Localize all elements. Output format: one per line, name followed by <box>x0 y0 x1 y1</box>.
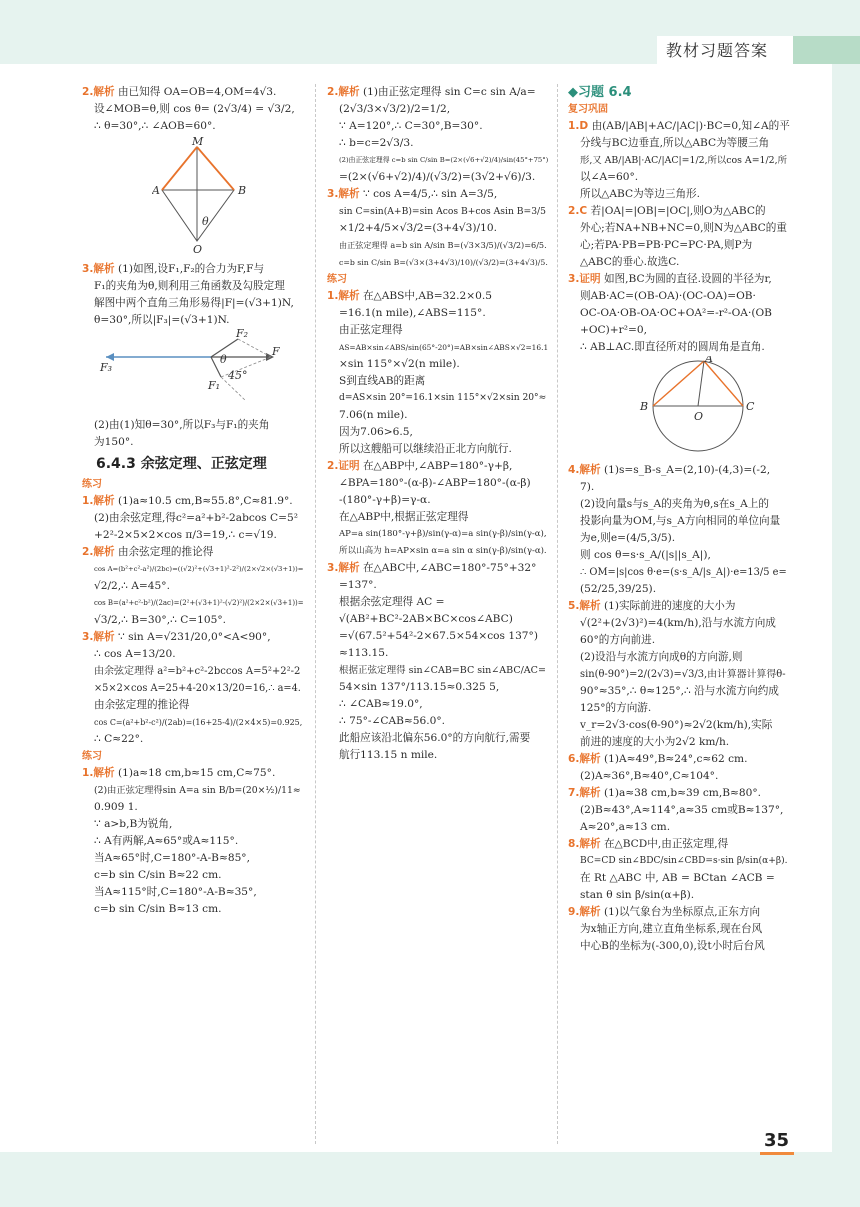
answer-line: 由余弦定理得 a²=b²+c²-2bccos A=5²+2²-2 <box>94 666 301 677</box>
answer-line: θ=30°,所以|F₃|=(√3+1)N. <box>94 314 230 326</box>
answer-line <box>82 261 304 278</box>
answer-line: (2)由正弦定理得 c=b sin C/sin B=(2×(√6+√2)/4)/sin(45°+75°) <box>339 156 549 164</box>
answer-line: 因为7.06>6.5, <box>339 426 413 438</box>
practice-label: 练习 <box>327 274 347 285</box>
answer-line: F₁的夹角为θ,则利用三角函数及勾股定理 <box>94 280 285 292</box>
review-label: 复习巩固 <box>568 104 608 115</box>
answer-text: (1)如图,设F₁,F₂的合力为F,F与 <box>114 263 265 275</box>
answer-line: ∠BPA=180°-(α-β)-∠ABP=180°-(α-β) <box>339 477 531 489</box>
practice-label: 练习 <box>82 751 102 762</box>
label-F2: F₂ <box>236 329 249 340</box>
answer-tag: 8.解析 <box>568 838 601 850</box>
answer-line: ×5×2×cos A=25+4-20×13/20=16,∴ a=4. <box>94 683 301 694</box>
answer-line: 由正弦定理得 <box>339 324 403 336</box>
answer-line: c=b sin C/sin B=(√3×(3+4√3)/10)/(√3/2)=(3+4√3)/5. <box>339 258 548 267</box>
rhombus-edge-MA <box>162 147 197 190</box>
answer-line: -(180°-γ+β)=γ-α. <box>339 494 431 506</box>
answer-line: √2/2,∴ A=45°. <box>94 580 170 592</box>
answer-line: ≈113.15. <box>339 647 389 659</box>
answer-line: 0.909 1. <box>94 801 138 813</box>
answer-tag: 2.解析 <box>82 86 115 98</box>
answer-line: 所以这艘船可以继续沿正北方向航行. <box>339 443 512 455</box>
answer-text: (1)a≈10.5 cm,B≈55.8°,C≈81.9°. <box>114 495 293 507</box>
dashed-F2-to-F <box>238 339 271 357</box>
answer-line: 在 Rt △ABC 中, AB = BCtan ∠ACB = <box>580 872 775 884</box>
answer-line: stan θ sin β/sin(α+β). <box>580 889 695 901</box>
answer-line: (2)设沿与水流方向成θ的方向游,则 <box>580 651 743 663</box>
page-number-underline <box>760 1152 794 1155</box>
answer-line: ∴ AB⊥AC.即直径所对的圆周角是直角. <box>580 341 765 353</box>
answer-line: 外心;若NA+NB+NC=0,则N为△ABC的重 <box>580 222 787 234</box>
answer-line <box>568 118 790 135</box>
label-O: O <box>193 243 203 255</box>
practice-label: 练习 <box>82 479 102 490</box>
answer-line: √(AB²+BC²-2AB×BC×cos∠ABC) <box>339 613 513 625</box>
circle-figure <box>628 356 768 456</box>
section-title: 6.4.3 余弦定理、正弦定理 <box>96 456 267 472</box>
answer-text: 在△ABS中,AB=32.2×0.5 <box>359 290 492 302</box>
answer-tag: 3.解析 <box>327 188 360 200</box>
answer-line: 中心B的坐标为(-300,0),设t小时后台风 <box>580 940 765 952</box>
answer-line: ×sin 115°×√2(n mile). <box>339 358 460 370</box>
answer-text: 由(AB/|AB|+AC/|AC|)·BC=0,知∠A的平 <box>588 120 790 132</box>
answer-line: cos A=(b²+c²-a²)/(2bc)=((√2)²+(√3+1)²-2²)/(2×√2×(√3+1))= <box>94 565 304 573</box>
answer-text: 由余弦定理的推论得 <box>114 546 214 558</box>
answer-line <box>568 271 790 288</box>
rhombus-outline <box>162 147 234 241</box>
answer-line <box>568 598 790 615</box>
answer-line <box>327 560 549 577</box>
answer-tag: 2.C <box>568 205 588 217</box>
answer-line: OC-OA·OB-OA·OC+OA²=-r²-OA·(OB <box>580 307 772 319</box>
label-45-degrees: 45° <box>228 369 248 382</box>
column-right <box>568 84 790 955</box>
answer-line <box>82 629 304 646</box>
answer-line <box>568 203 790 220</box>
answer-line: 54×sin 137°/113.15≈0.325 5, <box>339 681 500 693</box>
answer-text: (1)s=s_B-s_A=(2,10)-(4,3)=(-2, <box>600 464 771 476</box>
label-F3: F₃ <box>100 361 113 374</box>
label-F1: F₁ <box>208 379 221 392</box>
answer-line: =137°. <box>339 579 377 591</box>
answer-text: (1)由正弦定理得 sin C=c sin A/a= <box>359 86 536 98</box>
answer-line: 7.06(n mile). <box>339 409 408 421</box>
answer-text: (1)a≈38 cm,b≈39 cm,B≈80°. <box>600 787 762 799</box>
answer-line: 分线与BC边垂直,所以△ABC为等腰三角 <box>580 137 770 149</box>
answer-tag: 3.解析 <box>82 263 115 275</box>
answer-line <box>568 785 790 802</box>
answer-line: v_r=2√3·cos(θ-90°)≈2√2(km/h),实际 <box>580 719 773 731</box>
answer-tag: 3.解析 <box>327 562 360 574</box>
answer-text: ∵ sin A=√231/20,0°<A<90°, <box>114 631 271 643</box>
answer-line: 形,又 AB/|AB|·AC/|AC|=1/2,所以cos A=1/2,所 <box>580 155 787 166</box>
answer-line: 由正弦定理得 a=b sin A/sin B=(√3×3/5)/(√3/2)=6/5. <box>339 240 547 250</box>
right-margin-band <box>832 64 860 1154</box>
answer-line: c=b sin C/sin B≈13 cm. <box>94 903 222 915</box>
answer-line: ∴ θ=30°,∴ ∠AOB=60°. <box>94 120 216 132</box>
answer-text: (1)A≈49°,B≈24°,c≈62 cm. <box>600 753 748 765</box>
answer-line: 以∠A=60°. <box>580 171 639 183</box>
answer-line: 为150°. <box>94 436 134 448</box>
answer-line: 所以山高为 h=AP×sin α=a sin α sin(γ-β)/sin(γ-α). <box>339 546 547 556</box>
answer-line: √(2²+(2√3)²)=4(km/h),沿与水流方向成 <box>580 617 776 629</box>
label-A: A <box>152 184 160 197</box>
answer-tag: 3.解析 <box>82 631 115 643</box>
answer-tag: 5.解析 <box>568 600 601 612</box>
label-theta: θ <box>202 215 209 228</box>
header-accent <box>793 36 860 64</box>
answer-line <box>82 84 304 101</box>
answer-line <box>82 544 304 561</box>
answer-tag: 7.解析 <box>568 787 601 799</box>
rhombus-figure <box>152 135 262 255</box>
answer-line: +2²-2×5×2×cos π/3=19,∴ c=√19. <box>94 529 277 541</box>
forces-figure <box>96 329 296 411</box>
answer-line: (2)由(1)知θ=30°,所以F₃与F₁的夹角 <box>94 419 270 431</box>
label-O-circle: O <box>694 410 704 423</box>
answer-line <box>568 836 790 853</box>
label-F: F <box>272 345 280 358</box>
answer-line: 在△ABP中,根据正弦定理得 <box>339 511 469 523</box>
answer-tag: 6.解析 <box>568 753 601 765</box>
answer-line: (2)A≈36°,B≈40°,C≈104°. <box>580 770 719 782</box>
bottom-band <box>0 1152 860 1207</box>
answer-tag: 2.解析 <box>82 546 115 558</box>
answer-line: AP=a sin(180°-γ+β)/sin(γ-α)=a sin(γ-β)/sin(γ-α), <box>339 529 547 539</box>
answer-text: 在△ABC中,∠ABC=180°-75°+32° <box>359 562 537 574</box>
column-divider-2 <box>557 84 558 1144</box>
answer-line: (2)由余弦定理,得c²=a²+b²-2abcos C=5² <box>94 512 298 524</box>
answer-tag: 2.证明 <box>327 460 360 472</box>
answer-line <box>568 904 790 921</box>
answer-line: 根据余弦定理得 AC = <box>339 596 445 608</box>
label-M: M <box>192 135 204 148</box>
answer-text: 在△BCD中,由正弦定理,得 <box>600 838 729 850</box>
answer-line: 则AB·AC=(OB-OA)·(OC-OA)=OB· <box>580 290 756 302</box>
answer-line <box>327 84 549 101</box>
answer-line: (2√3/3×√3/2)/2=1/2, <box>339 103 451 115</box>
answer-line: =√(67.5²+54²-2×67.5×54×cos 137°) <box>339 630 538 642</box>
exercise-title: ◆习题 6.4 <box>568 85 632 100</box>
answer-line: 设∠MOB=θ,则 cos θ= (2√3/4) = √3/2, <box>94 103 295 115</box>
answer-line: 90°≈35°,∴ θ≈125°,∴ 沿与水流方向约成 <box>580 685 779 697</box>
answer-line: A≈20°,a≈13 cm. <box>580 821 671 833</box>
answer-line: ∴ C≈22°. <box>94 733 144 745</box>
answer-line: ×1/2+4/5×√3/2=(3+4√3)/10. <box>339 222 497 234</box>
column-divider-1 <box>315 84 316 1144</box>
answer-line: S到直线AB的距离 <box>339 375 426 387</box>
answer-line <box>82 765 304 782</box>
answer-line: 60°的方向前进. <box>580 634 656 646</box>
answer-line <box>82 493 304 510</box>
answer-line <box>327 186 549 203</box>
answer-line: ∴ A有两解,A≈65°或A≈115°. <box>94 835 239 847</box>
label-C-circle: C <box>746 400 755 413</box>
answer-line: (2)B≈43°,A≈114°,a≈35 cm或B≈137°, <box>580 804 784 816</box>
answer-line: 所以△ABC为等边三角形. <box>580 188 701 200</box>
answer-text: 若|OA|=|OB|=|OC|,则O为△ABC的 <box>587 205 766 217</box>
answer-line: 航行113.15 n mile. <box>339 749 438 761</box>
answer-line: ∴ ∠CAB≈19.0°, <box>339 698 423 710</box>
answer-line: 解图中两个直角三角形易得|F|=(√3+1)N, <box>94 297 294 309</box>
answer-tag: 1.解析 <box>327 290 360 302</box>
answer-line: cos C=(a²+b²-c²)/(2ab)=(16+25-4)/(2×4×5)=0.925, <box>94 718 303 727</box>
answer-line: =16.1(n mile),∠ABS=115°. <box>339 307 486 319</box>
answer-text: (1)以气象台为坐标原点,正东方向 <box>600 906 761 918</box>
answer-tag: 1.解析 <box>82 495 115 507</box>
answer-line <box>327 288 549 305</box>
answer-line: (52/25,39/25). <box>580 583 657 595</box>
answer-text: (1)实际前进的速度的大小为 <box>600 600 736 612</box>
answer-line: 根据正弦定理得 sin∠CAB=BC sin∠ABC/AC= <box>339 665 546 676</box>
answer-line: d=AS×sin 20°=16.1×sin 115°×√2×sin 20°≈ <box>339 393 547 403</box>
answer-line: c=b sin C/sin B≈22 cm. <box>94 869 222 881</box>
answer-line: sin C=sin(A+B)=sin Acos B+cos Asin B=3/5 <box>339 206 546 217</box>
answer-line: 则 cos θ=s·s_A/(|s||s_A|), <box>580 549 711 561</box>
radius-OA <box>698 361 704 406</box>
answer-text: ∵ cos A=4/5,∴ sin A=3/5, <box>359 188 498 200</box>
rhombus-edge-MB <box>197 147 234 190</box>
answer-text: 在△ABP中,∠ABP=180°-γ+β, <box>359 460 513 472</box>
force-F3-head <box>106 353 114 361</box>
answer-tag: 1.D <box>568 120 589 132</box>
answer-line: AS=AB×sin∠ABS/sin(65°-20°)=AB×sin∠ABS×√2=16.1 <box>339 343 549 352</box>
answer-line: 投影向量为OM,与s_A方向相同的单位向量 <box>580 515 781 527</box>
answer-line: √3/2,∴ B=30°,∴ C=105°. <box>94 614 227 626</box>
answer-line: 为x轴正方向,建立直角坐标系,现在台风 <box>580 923 763 935</box>
answer-line: ∴ OM=|s|cos θ·e=(s·s_A/|s_A|)·e=13/5 e= <box>580 567 787 578</box>
column-middle <box>327 84 549 764</box>
page-number: 35 <box>764 1130 790 1151</box>
answer-tag: 4.解析 <box>568 464 601 476</box>
answer-line: 为e,则e=(4/5,3/5). <box>580 532 676 544</box>
answer-line: +OC)+r²=0, <box>580 324 647 336</box>
answer-line <box>327 458 549 475</box>
answer-tag: 2.解析 <box>327 86 360 98</box>
answer-line: ∵ a>b,B为锐角, <box>94 818 173 830</box>
answer-line: 当A≈65°时,C=180°-A-B≈85°, <box>94 852 250 864</box>
answer-line: 心;若PA·PB=PB·PC=PC·PA,则P为 <box>580 239 753 251</box>
answer-tag: 1.解析 <box>82 767 115 779</box>
answer-line <box>568 462 790 479</box>
page-header-title: 教材习题答案 <box>666 41 769 60</box>
answer-line: ∴ b=c=2√3/3. <box>339 137 414 149</box>
answer-line: (2)设向量s与s_A的夹角为θ,s在s_A上的 <box>580 498 769 510</box>
chord-AB <box>653 361 704 406</box>
answer-line: cos B=(a²+c²-b²)/(2ac)=(2²+(√3+1)²-(√2)²)/(2×2×(√3+1))= <box>94 599 304 607</box>
answer-line: =(2×(√6+√2)/4)/(√3/2)=(3√2+√6)/3. <box>339 171 536 183</box>
answer-text: 由已知得 OA=OB=4,OM=4√3. <box>114 86 277 98</box>
answer-text: 如图,BC为圆的直径.设圆的半径为r, <box>600 273 772 285</box>
column-left <box>82 84 304 918</box>
answer-line: ∴ 75°-∠CAB≈56.0°. <box>339 715 446 727</box>
answer-line: sin(θ-90°)=2/(2√3)=√3/3,由计算器计算得θ- <box>580 669 786 680</box>
answer-line: 前进的速度的大小为2√2 km/h. <box>580 736 730 748</box>
answer-line: 当A≈115°时,C=180°-A-B≈35°, <box>94 886 257 898</box>
label-A-circle: A <box>705 356 713 365</box>
answer-tag: 3.证明 <box>568 273 601 285</box>
answer-line: BC=CD sin∠BDC/sin∠CBD=s·sin β/sin(α+β). <box>580 856 788 866</box>
answer-line <box>568 751 790 768</box>
answer-line: (2)由正弦定理得sin A=a sin B/b=(20×½)/11≈ <box>94 785 301 796</box>
answer-line: 125°的方向游. <box>580 702 652 714</box>
answer-tag: 9.解析 <box>568 906 601 918</box>
label-theta-force: θ <box>220 353 227 366</box>
answer-line: 由余弦定理的推论得 <box>94 699 190 711</box>
label-B: B <box>238 184 247 197</box>
label-B-circle: B <box>640 400 649 413</box>
answer-line: ∴ cos A=13/20. <box>94 648 176 660</box>
answer-line: 7). <box>580 481 595 493</box>
answer-text: (1)a≈18 cm,b≈15 cm,C≈75°. <box>114 767 276 779</box>
answer-line: 此船应该沿北偏东56.0°的方向航行,需要 <box>339 732 531 744</box>
answer-line: ∵ A=120°,∴ C=30°,B=30°. <box>339 120 483 132</box>
answer-line: △ABC的垂心.故选C. <box>580 256 680 268</box>
